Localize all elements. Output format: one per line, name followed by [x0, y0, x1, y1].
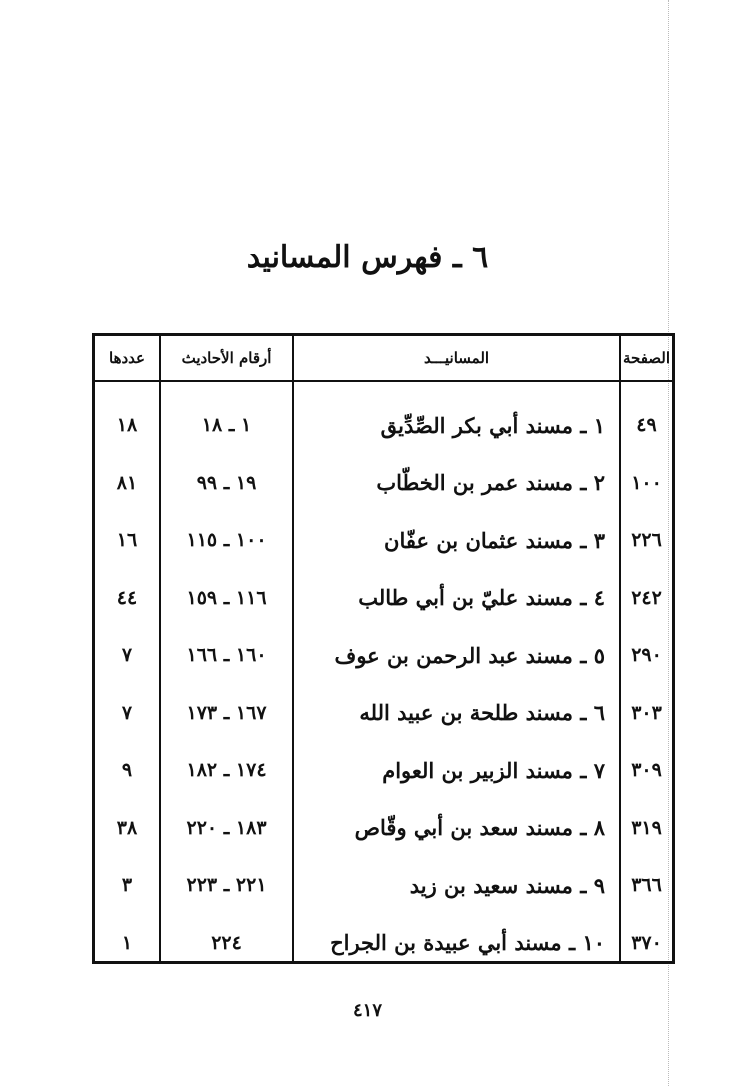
- row-count: ٤٤: [116, 586, 138, 609]
- row-count: ١٦: [116, 529, 138, 551]
- header-divider: [95, 380, 672, 382]
- row-count: ٧: [121, 701, 133, 724]
- row-count: ٧: [121, 644, 133, 666]
- row-page: ٣١٩: [631, 816, 662, 839]
- row-musnad-name: ٩ ـ مسند سعيد بن زيد: [409, 872, 605, 898]
- row-count: ١٨: [116, 414, 138, 436]
- row-page: ٣٠٣: [631, 701, 662, 724]
- row-page: ١٠٠: [631, 471, 662, 494]
- row-hadith-range: ١٧٤ ـ ١٨٢: [186, 759, 267, 781]
- header-musnad: المسانيـــد: [423, 349, 490, 367]
- row-hadith-range: ١٩ ـ ٩٩: [196, 471, 257, 494]
- row-count: ١: [121, 931, 133, 954]
- page-number: ٤١٧: [352, 1000, 382, 1021]
- row-musnad-name: ٥ ـ مسند عبد الرحمن بن عوف: [334, 642, 605, 668]
- row-count: ٣: [121, 874, 133, 896]
- row-page: ٣٧٠: [631, 931, 662, 954]
- row-hadith-range: ١١٦ ـ ١٥٩: [186, 586, 267, 609]
- row-musnad-name: ٣ ـ مسند عثمان بن عفّان: [384, 527, 605, 553]
- row-count: ٣٨: [116, 816, 138, 839]
- row-hadith-range: ١٨٣ ـ ٢٢٠: [186, 816, 267, 839]
- index-table: [92, 333, 675, 964]
- row-musnad-name: ١ ـ مسند أبي بكر الصِّدِّيق: [380, 412, 605, 438]
- row-page: ٤٩: [636, 414, 657, 436]
- row-hadith-range: ١٦٧ ـ ١٧٣: [186, 701, 267, 724]
- row-musnad-name: ٤ ـ مسند عليّ بن أبي طالب: [358, 585, 605, 610]
- row-hadith-range: ٢٢٤: [211, 931, 242, 954]
- row-page: ٣٦٦: [631, 874, 662, 896]
- row-hadith-range: ١٦٠ ـ ١٦٦: [186, 644, 267, 666]
- row-page: ٢٢٦: [631, 529, 662, 551]
- row-count: ٨١: [116, 471, 138, 494]
- row-page: ٣٠٩: [631, 759, 662, 781]
- row-hadith-range: ٢٢١ ـ ٢٢٣: [186, 874, 267, 896]
- row-page: ٢٤٢: [631, 586, 662, 609]
- row-count: ٩: [121, 759, 133, 781]
- header-count: عددها: [109, 349, 145, 367]
- row-musnad-name: ٢ ـ مسند عمر بن الخطّاب: [376, 470, 605, 495]
- header-page: الصفحة: [622, 349, 671, 367]
- row-hadith-range: ١٠٠ ـ ١١٥: [186, 529, 267, 551]
- row-musnad-name: ٨ ـ مسند سعد بن أبي وقّاص: [354, 815, 605, 840]
- row-page: ٢٩٠: [631, 644, 662, 666]
- row-musnad-name: ١٠ ـ مسند أبي عبيدة بن الجراح: [330, 930, 605, 955]
- row-hadith-range: ١ ـ ١٨: [201, 414, 252, 436]
- page-title: ٦ ـ فهرس المسانيد: [246, 240, 489, 275]
- header-hadith-numbers: أرقام الأحاديث: [181, 349, 272, 367]
- row-musnad-name: ٦ ـ مسند طلحة بن عبيد الله: [359, 700, 605, 725]
- row-musnad-name: ٧ ـ مسند الزبير بن العوام: [382, 757, 605, 783]
